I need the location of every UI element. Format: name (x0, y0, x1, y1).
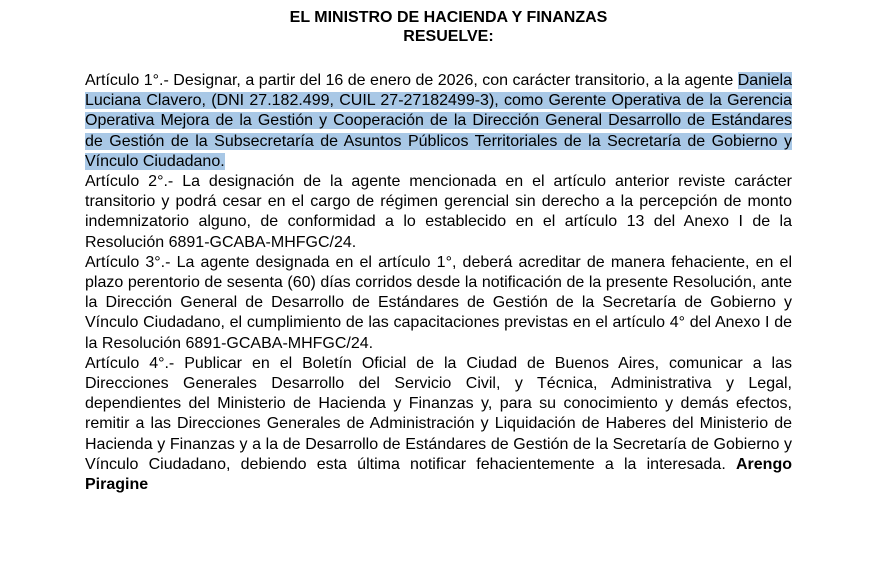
article-4-text: Artículo 4°.- Publicar en el Boletín Oficial de la Ciudad de Buenos Aires, comunicar a las Direcciones Generales Desarrollo del Servicio Civil, y Técnica, Administrativa y Legal, dependientes del Ministerio de Hacienda y Finanzas y, para su conocimiento y demás efectos, remitir a las Direcciones Generales de Administración y Liquidación de Haberes del Ministerio de Hacienda y Finanzas y a la de Desarrollo de Estándares de Gestión de la Secretaría de Gobierno y Vínculo Ciudadano, debiendo esta última notificar fehacientemente a la interesada. (85, 354, 792, 473)
article-1 (85, 71, 792, 172)
document-title: EL MINISTRO DE HACIENDA Y FINANZAS (289, 9, 608, 26)
document-subtitle: RESUELVE: (403, 28, 494, 45)
article-4 (85, 354, 792, 495)
article-2: Artículo 2°.- La designación de la agente mencionada en el artículo anterior reviste carácter transitorio y podrá cesar en el cargo de régimen gerencial sin derecho a la percepción de monto indemnizatorio alguno, de conformidad a lo establecido en el artículo 13 del Anexo I de la Resolución 6891-GCABA-MHFGC/24. (85, 173, 792, 251)
selected-text-highlight[interactable]: Daniela Luciana Clavero, (DNI 27.182.499, CUIL 27-27182499-3), como Gerente Operativa de la Gerencia Operativa Mejora de la Gestión y Cooperación de la Dirección General Desarrollo de Estándares de Gestión de la Subsecretaría de Asuntos Públicos Territoriales de la Secretaría de Gobierno y Vínculo Ciudadano. (85, 72, 792, 170)
article-3: Artículo 3°.- La agente designada en el artículo 1°, deberá acreditar de manera fehaciente, en el plazo perentorio de sesenta (60) días corridos desde la notificación de la presente Resolución, ante la Dirección General de Desarrollo de Estándares de Gestión de la Secretaría de Gobierno y Vínculo Ciudadano, el cumplimiento de las capacitaciones previstas en el artículo 4° del Anexo I de la Resolución 6891-GCABA-MHFGC/24. (85, 253, 792, 352)
signature-name: Arengo Piragine (85, 455, 792, 494)
document (85, 8, 792, 495)
article-1-text: Artículo 1°.- Designar, a partir del 16 de enero de 2026, con carácter transitorio, a la agente (85, 72, 738, 89)
